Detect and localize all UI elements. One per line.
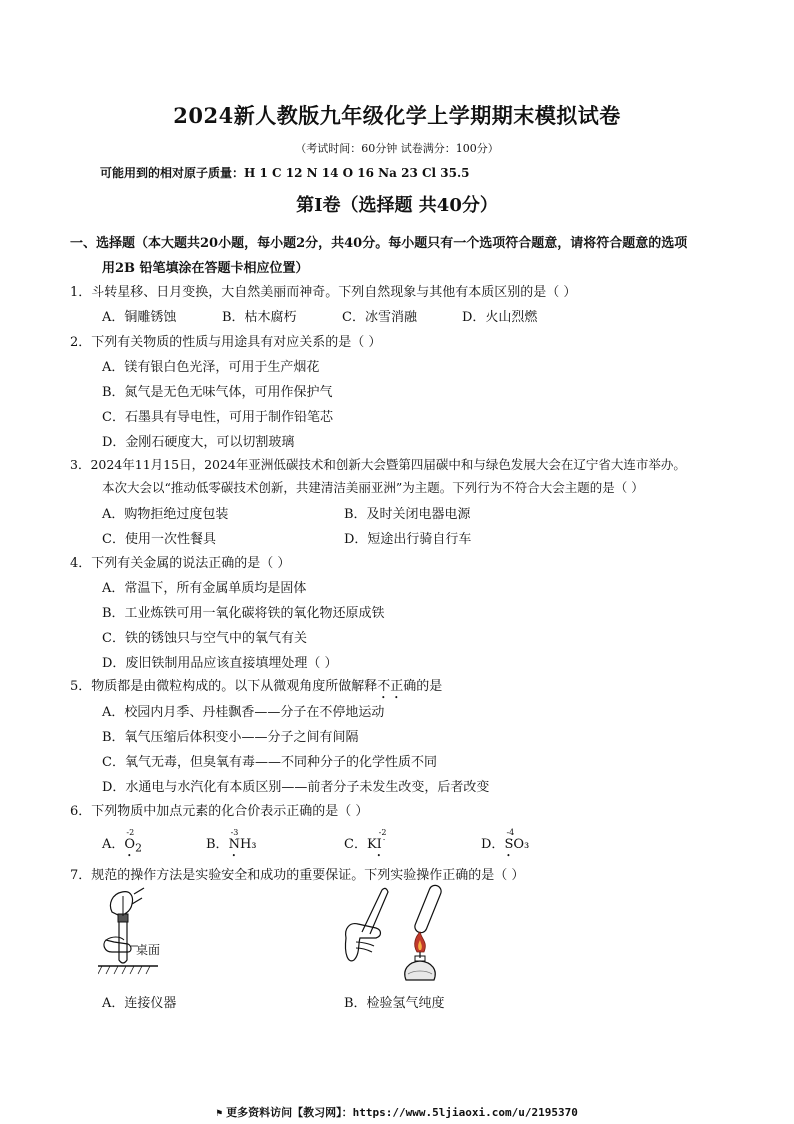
q6-formula-pre: K (366, 837, 377, 852)
q3-option-d: D．短途出行骑自行车 (344, 532, 472, 547)
q6-option-letter: D． (481, 837, 505, 852)
q6-option-c (344, 828, 387, 860)
section-instruction: 一、选择题（本大题共20小题，每小题2分，共40分。每小题只有一个选项符合题意，请将符合题意的选项 (70, 236, 688, 251)
q3-option-a: A．购物拒绝过度包装 (102, 507, 229, 522)
question-6-stem: 6．下列物质中加点元素的化合价表示正确的是（ ） (70, 804, 369, 819)
q1-option-a: A．铜雕锈蚀 (102, 310, 177, 325)
q6-formula-post: H₃ (239, 837, 257, 852)
q6-valence: -4 (506, 828, 515, 837)
q6-dotted-element (376, 828, 387, 860)
atomic-masses: 可能用到的相对原子质量：H 1 C 12 N 14 O 16 Na 23 Cl 35.5 (100, 166, 470, 180)
q5-option-b: B．氧气压缩后体积变小——分子之间有间隔 (102, 730, 359, 745)
footer-text: 更多资料访问【教习网】：https://www.5ljiaoxi.com/u/2195370 (226, 1106, 578, 1119)
q1-option-d: D．火山烈燃 (462, 310, 538, 325)
q1-option-b: B．枯木腐朽 (222, 310, 297, 325)
q3-option-b: B．及时关闭电器电源 (344, 507, 471, 522)
q4-option-c: C．铁的锈蚀只与空气中的氧气有关 (102, 631, 307, 646)
q1-option-c: C．冰雪消融 (342, 310, 417, 325)
q2-option-b: B．氮气是无色无味气体，可用作保护气 (102, 385, 333, 400)
q6-element: I (376, 837, 382, 852)
section-title: 第Ⅰ卷（选择题 共40分） (296, 195, 498, 216)
q6-option-letter: C． (344, 837, 367, 852)
footer-link-text (0, 1104, 794, 1120)
q2-option-d: D．金刚石硬度大，可以切割玻璃 (102, 435, 295, 450)
q5-option-a: A．校园内月季、丹桂飘香——分子在不停地运动 (102, 705, 385, 720)
q2-option-c: C．石墨具有导电性，可用于制作铅笔芯 (102, 410, 333, 425)
q4-option-d: D．废旧铁制用品应该直接填埋处理（ ） (102, 656, 338, 671)
q6-option-letter: A． (102, 837, 125, 852)
q3-option-c: C．使用一次性餐具 (102, 532, 216, 547)
q6-element: O (124, 837, 136, 852)
flag-icon: ⚑ (216, 1108, 223, 1119)
question-3-stem: 3．2024年11月15日，2024年亚洲低碳技术和创新大会暨第四届碳中和与绿色发展大会在辽宁省大连市举办。 (70, 457, 686, 472)
q6-valence: -3 (230, 828, 239, 837)
q7-option-b: B．检验氢气纯度 (344, 996, 445, 1011)
q6-valence: -2 (378, 828, 387, 837)
question-4-stem: 4．下列有关金属的说法正确的是（ ） (70, 556, 291, 571)
q6-option-letter: B． (206, 837, 229, 852)
figure-label-desk: 桌面 (136, 943, 161, 957)
section-instruction-cont: 用2B 铅笔填涂在答题卡相应位置） (102, 261, 309, 276)
q5-stem-emphasis: 不正 (377, 679, 404, 694)
page-title: 2024新人教版九年级化学上学期期末模拟试卷 (173, 103, 621, 128)
question-7-stem: 7．规范的操作方法是实验安全和成功的重要保证。下列实验操作正确的是（ ） (70, 868, 525, 883)
q6-subscript: 2 (135, 841, 142, 855)
q5-stem-part: 5．物质都是由微粒构成的。以下从微观角度所做解释 (70, 679, 378, 694)
q6-option-d (481, 828, 530, 860)
question-1-stem: 1．斗转星移、日月变换，大自然美丽而神奇。下列自然现象与其他有本质区别的是（ ） (70, 285, 577, 300)
question-2-stem: 2．下列有关物质的性质与用途具有对应关系的是（ ） (70, 335, 382, 350)
q6-formula-post: O₃ (513, 837, 530, 852)
figure-a-connect-apparatus (98, 886, 178, 984)
q7-option-a: A．连接仪器 (102, 996, 177, 1011)
q2-option-a: A．镁有银白色光泽，可用于生产烟花 (102, 360, 320, 375)
question-3-stem-cont: 本次大会以“推动低零碳技术创新，共建清洁美丽亚洲”为主题。下列行为不符合大会主题的是（ ） (102, 480, 644, 495)
q5-option-c: C．氧气无毒，但臭氧有毒——不同种分子的化学性质不同 (102, 755, 437, 770)
q6-dotted-element (504, 828, 515, 860)
q6-dotted-element (124, 828, 136, 860)
q6-valence: -2 (126, 828, 135, 837)
exam-info: （考试时间：60分钟 试卷满分：100分） (295, 142, 499, 155)
q6-option-a (102, 828, 142, 860)
q5-option-d: D．水通电与水汽化有本质区别——前者分子未发生改变，后者改变 (102, 780, 490, 795)
figure-b-hydrogen-purity-test (342, 884, 452, 984)
q4-option-b: B．工业炼铁可用一氧化碳将铁的氧化物还原成铁 (102, 606, 385, 621)
q6-element: N (228, 837, 240, 852)
question-5-stem (70, 675, 442, 702)
q5-stem-part: 确的是 (403, 679, 443, 694)
q6-element: S (504, 837, 514, 852)
q6-option-b (206, 828, 257, 860)
q4-option-a: A．常温下，所有金属单质均是固体 (102, 581, 307, 596)
q6-dotted-element (228, 828, 240, 860)
